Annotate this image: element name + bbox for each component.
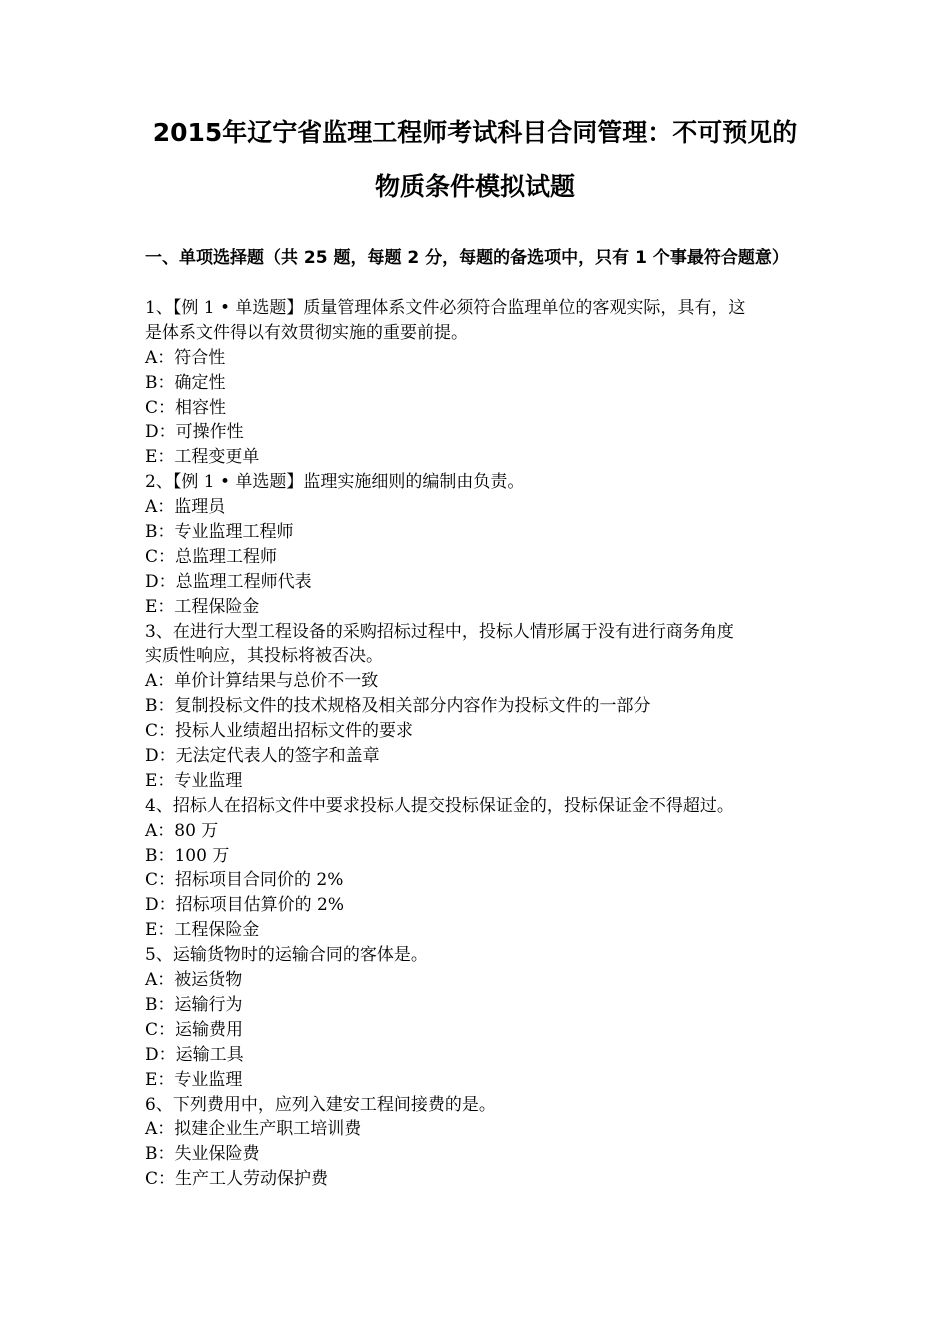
- text-line: 2、【例 1 • 单选题】监理实施细则的编制由负责。: [145, 472, 525, 493]
- text-line: 4、招标人在招标文件中要求投标人提交投标保证金的，投标保证金不得超过。: [145, 795, 734, 816]
- text-line: E：工程保险金: [145, 596, 260, 617]
- text-line: C：总监理工程师: [145, 546, 278, 567]
- text-line: C：生产工人劳动保护费: [145, 1169, 329, 1190]
- text-line: A：80 万: [145, 820, 219, 841]
- text-line: D：无法定代表人的签字和盖章: [145, 746, 380, 767]
- text-line: B：100 万: [145, 845, 230, 866]
- text-line: A：拟建企业生产职工培训费: [145, 1119, 362, 1140]
- document-title-line1: 2015年辽宁省监理工程师考试科目合同管理：不可预见的: [152, 118, 798, 147]
- text-line: A：符合性: [145, 347, 226, 368]
- text-line: C：运输费用: [145, 1019, 244, 1040]
- text-line: A：被运货物: [145, 970, 243, 991]
- section-heading: 一、单项选择题（共 25 题，每题 2 分，每题的备选项中，只有 1 个事最符合题意）: [145, 248, 789, 268]
- text-line: C：投标人业绩超出招标文件的要求: [145, 721, 414, 742]
- text-line: C：相容性: [145, 397, 227, 418]
- text-line: B：确定性: [145, 372, 226, 393]
- text-line: 3、在进行大型工程设备的采购招标过程中，投标人情形属于没有进行商务角度: [145, 621, 734, 642]
- text-line: 是体系文件得以有效贯彻实施的重要前提。: [145, 322, 468, 343]
- text-line: D：运输工具: [145, 1044, 244, 1065]
- text-line: 实质性响应，其投标将被否决。: [145, 646, 383, 667]
- text-line: B：失业保险费: [145, 1144, 260, 1165]
- text-line: 1、【例 1 • 单选题】质量管理体系文件必须符合监理单位的客观实际，具有，这: [145, 298, 746, 318]
- text-line: 6、下列费用中，应列入建安工程间接费的是。: [145, 1094, 496, 1115]
- text-line: 5、运输货物时的运输合同的客体是。: [145, 945, 428, 966]
- text-line: D：招标项目估算价的 2%: [145, 895, 345, 916]
- text-line: D：可操作性: [145, 422, 244, 443]
- text-line: E：专业监理: [145, 770, 243, 791]
- text-line: B：运输行为: [145, 994, 243, 1015]
- document-title-line2: 物质条件模拟试题: [374, 172, 575, 201]
- text-line: D：总监理工程师代表: [145, 571, 312, 592]
- text-line: E：专业监理: [145, 1069, 243, 1090]
- text-line: B：专业监理工程师: [145, 522, 294, 543]
- question-list: [145, 296, 810, 1192]
- text-line: E：工程变更单: [145, 447, 260, 468]
- text-line: A：监理员: [145, 497, 226, 518]
- text-line: A：单价计算结果与总价不一致: [145, 671, 379, 692]
- text-line: B：复制投标文件的技术规格及相关部分内容作为投标文件的一部分: [145, 696, 651, 717]
- text-line: E：工程保险金: [145, 920, 260, 941]
- text-line: C：招标项目合同价的 2%: [145, 870, 344, 891]
